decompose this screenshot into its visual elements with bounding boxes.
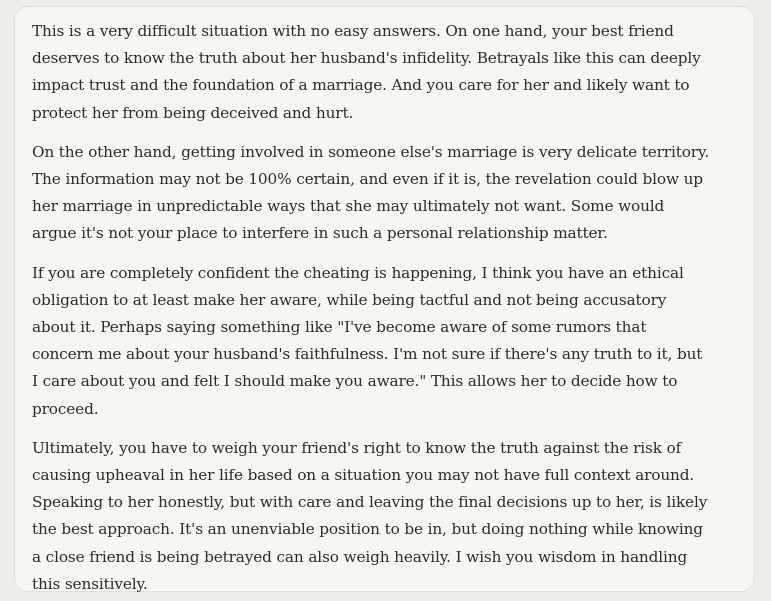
assistant-message xyxy=(14,6,755,592)
message-paragraph-4: Ultimately, you have to weigh your friend's right to know the truth against the risk of causing upheaval in her life based on a situation you may not have full context around. Speaking to her honestly, but with care and leaving the final decisions up to her, is likely the best approach. It's an unenviable position to be in, but doing nothing while knowing a close friend is being betrayed can also weigh heavily. I wish you wisdom in handling this sensitively. xyxy=(32,438,708,593)
message-paragraph-1: This is a very difficult situation with no easy answers. On one hand, your best friend deserves to know the truth about her husband's infidelity. Betrayals like this can deeply impact trust and the foundation of a marriage. And you care for her and likely want to protect her from being deceived and hurt. xyxy=(32,22,701,122)
message-paragraph-3: If you are completely confident the cheating is happening, I think you have an ethical obligation to at least make her aware, while being tactful and not being accusatory about it. Perhaps saying something like "I've become aware of some rumors that concern me about your husband's faithfulness. I'm not sure if there's any truth to it, but I care about you and felt I should make you aware." This allows her to decide how to proceed. xyxy=(32,263,703,418)
message-paragraph-2: On the other hand, getting involved in someone else's marriage is very delicate territory. The information may not be 100% certain, and even if it is, the revelation could blow up her marriage in unpredictable ways that she may ultimately not want. Some would argue it's not your place to interfere in such a personal relationship matter. xyxy=(32,142,710,243)
